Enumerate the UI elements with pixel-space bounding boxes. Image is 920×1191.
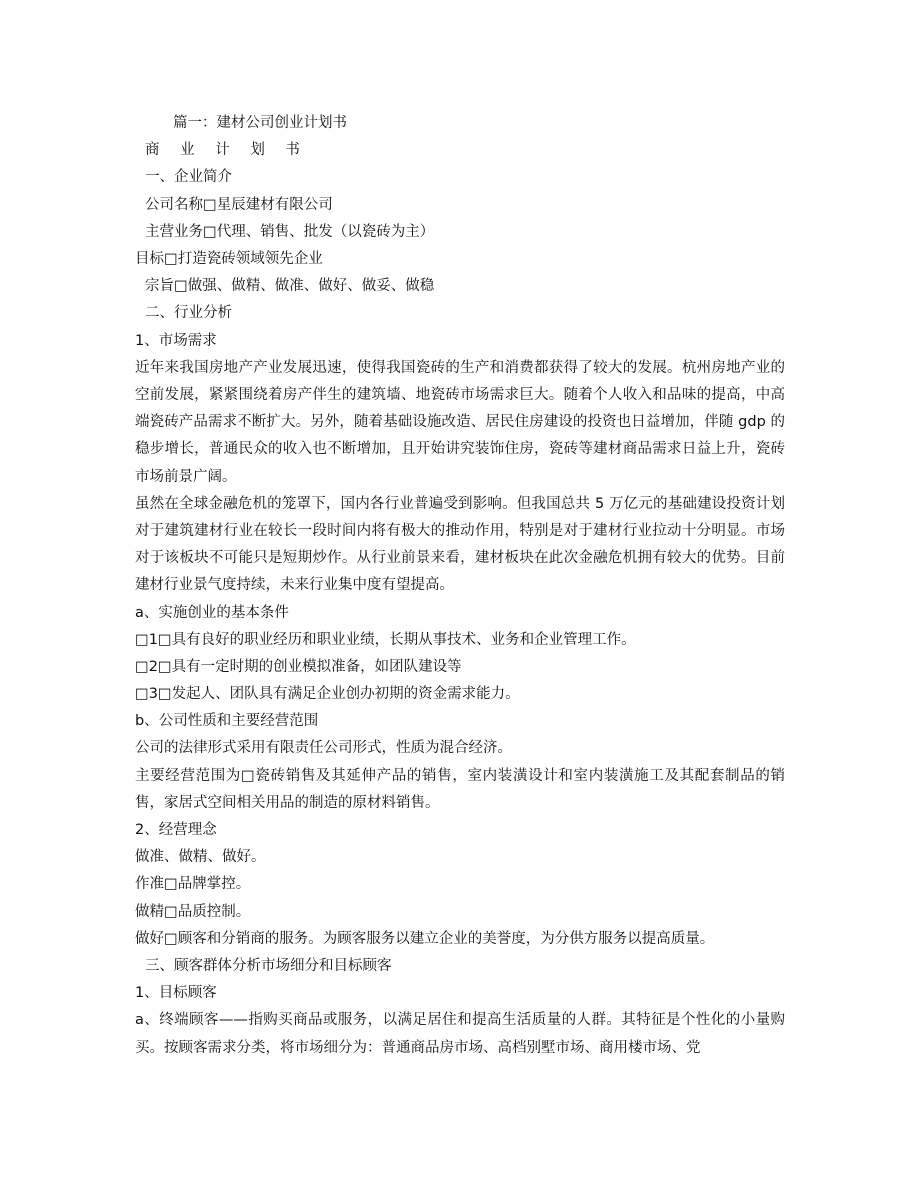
document-title: 篇一：建材公司创业计划书 xyxy=(173,115,347,131)
paragraph-legal-form: 公司的法律形式采用有限责任公司形式，性质为混合经济。 xyxy=(135,740,512,757)
company-name-line: 公司名称□星辰建材有限公司 xyxy=(145,196,333,213)
tenet-line: 宗旨□做强、做精、做准、做好、做妥、做稳 xyxy=(145,278,435,295)
subsection-heading-market-demand: 1、市场需求 xyxy=(135,332,217,349)
list-item-condition-2: □2□具有一定时期的创业模拟准备，如团队建设等 xyxy=(135,658,462,675)
paragraph-business-scope: 主要经营范围为□瓷砖销售及其延伸产品的销售，室内装潢设计和室内装潢施工及其配套制品的销售，家居式空间相关用品的制造的原材料销售。 xyxy=(135,767,785,811)
document-body xyxy=(135,110,785,1062)
paragraph-financial-crisis: 虽然在全球金融危机的笼罩下，国内各行业普遍受到影响。但我国总共 5 万亿元的基础建设投资计划对于建筑建材行业在较长一段时间内将有极大的推动作用，特别是对于建材行业拉动十分明显。市场对于该板块不可能只是短期炒作。从行业前景来看，建材板块在此次金融危机拥有较大的优势。目前建材行业景气度持续，未来行业集中度有望提高。 xyxy=(135,495,785,594)
subsection-heading-target-customers: 1、目标顾客 xyxy=(135,985,217,1002)
concept-line-3: 做精□品质控制。 xyxy=(135,903,251,920)
main-business-line: 主营业务□代理、销售、批发（以瓷砖为主） xyxy=(145,223,435,240)
subheading-company-nature: b、公司性质和主要经营范围 xyxy=(135,713,319,730)
list-item-condition-1: □1□具有良好的职业经历和职业业绩，长期从事技术、业务和企业管理工作。 xyxy=(135,631,636,648)
goal-line: 目标□打造瓷砖领域领先企业 xyxy=(135,250,323,267)
subsection-heading-business-concept: 2、经营理念 xyxy=(135,822,217,839)
paragraph-market-demand: 近年来我国房地产产业发展迅速，使得我国瓷砖的生产和消费都获得了较大的发展。杭州房地产业的空前发展，紧紧围绕着房产伴生的建筑墙、地瓷砖市场需求巨大。随着个人收入和品味的提高，中高端瓷砖产品需求不断扩大。另外，随着基础设施改造、居民住房建设的投资也日益增加，伴随 gdp 的稳步增长，普通民众的收入也不断增加，且开始讲究装饰住房，瓷砖等建材商品需求日益上升，瓷砖市场前景广阔。 xyxy=(135,359,785,485)
concept-line-1: 做准、做精、做好。 xyxy=(135,849,266,866)
list-item-condition-3: □3□发起人、团队具有满足企业创办初期的资金需求能力。 xyxy=(135,686,520,703)
section-heading-3: 三、顾客群体分析市场细分和目标顾客 xyxy=(145,957,392,974)
document-subtitle: 商 业 计 划 书 xyxy=(145,142,308,159)
concept-line-2: 作准□品牌掌控。 xyxy=(135,876,251,893)
section-heading-1: 一、企业简介 xyxy=(145,169,232,186)
paragraph-end-customers: a、终端顾客——指购买商品或服务，以满足居住和提高生活质量的人群。其特征是个性化的小量购买。按顾客需求分类，将市场细分为：普通商品房市场、高档别墅市场、商用楼市场、党 xyxy=(135,1012,785,1056)
subheading-basic-conditions: a、实施创业的基本条件 xyxy=(135,604,289,621)
concept-line-4: 做好□顾客和分销商的服务。为顾客服务以建立企业的美誉度，为分供方服务以提高质量。 xyxy=(135,930,715,947)
section-heading-2: 二、行业分析 xyxy=(145,305,232,322)
